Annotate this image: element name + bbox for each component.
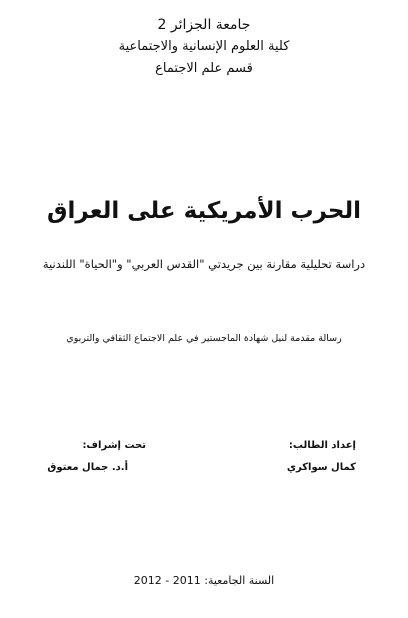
student-name: كمال سواكري [286,462,356,473]
faculty-name: كلية العلوم الإنسانية والاجتماعية [118,39,290,54]
thesis-title: الحرب الأمريكية على العراق [46,198,362,224]
supervisor-name: أ.د. جمال معتوق [47,462,128,473]
thesis-purpose: رسالة مقدمة لنيل شهادة الماجستير في علم الاجتماع الثقافي والتربوي [66,333,342,344]
thesis-subtitle: دراسة تحليلية مقارنة بين جريدتي "القدس العربي" و"الحياة" اللندنية [42,257,366,271]
academic-year: السنة الجامعية: 2011 - 2012 [133,574,275,587]
university-name: جامعة الجزائر 2 [157,17,251,33]
supervisor-label: تحت إشراف: [82,440,146,451]
prepared-by-label: إعداد الطالب: [288,440,356,451]
department-name: قسم علم الاجتماع [155,61,253,76]
